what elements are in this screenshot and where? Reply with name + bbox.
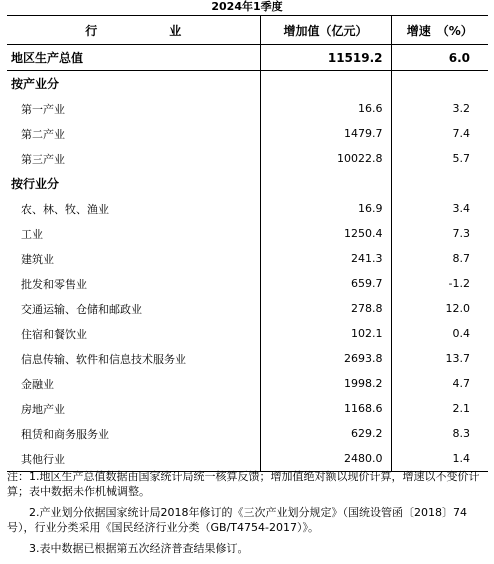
row-value: 1998.2 [260, 371, 391, 396]
table-row [7, 196, 488, 221]
row-value: 2693.8 [260, 346, 391, 371]
row-name: 信息传输、软件和信息技术服务业 [21, 352, 186, 366]
row-name: 住宿和餐饮业 [21, 327, 87, 341]
footnotes [7, 469, 485, 562]
gdp-table [7, 15, 488, 472]
table-row [7, 346, 488, 371]
row-value: 11519.2 [260, 45, 391, 71]
row-value: 10022.8 [260, 146, 391, 171]
row-growth: 6.0 [391, 45, 488, 71]
row-name: 租赁和商务服务业 [21, 427, 109, 441]
header-industry: 行 业 [7, 16, 260, 45]
row-growth: 7.4 [452, 127, 470, 140]
section-row-industry [7, 171, 488, 196]
table-row [7, 271, 488, 296]
header-value: 增加值（亿元） [260, 16, 391, 45]
row-value: 241.3 [260, 246, 391, 271]
row-growth: 8.7 [452, 252, 470, 265]
row-name: 其他行业 [7, 446, 260, 472]
header-growth: 增速 （%） [391, 16, 488, 45]
section-title: 按产业分 [11, 77, 60, 91]
row-name: 第二产业 [21, 127, 65, 141]
row-growth: 7.3 [452, 227, 470, 240]
row-growth: 3.2 [452, 102, 470, 115]
table-body [7, 45, 488, 472]
row-name: 金融业 [21, 377, 54, 391]
table-row [7, 146, 488, 171]
row-name: 农、林、牧、渔业 [21, 202, 109, 216]
row-growth: 5.7 [452, 152, 470, 165]
section-row-sector [7, 71, 488, 97]
row-growth: 4.7 [452, 377, 470, 390]
row-value: 659.7 [260, 271, 391, 296]
footnote-3: 3.表中数据已根据第五次经济普查结果修订。 [29, 542, 249, 555]
row-value: 629.2 [260, 421, 391, 446]
table-row [7, 396, 488, 421]
row-name: 交通运输、仓储和邮政业 [21, 302, 142, 316]
row-value: 16.9 [260, 196, 391, 221]
table-row [7, 321, 488, 346]
row-growth: 0.4 [452, 327, 470, 340]
footnote-1: 注：1.地区生产总值数据由国家统计局统一核算反馈；增加值绝对额以现价计算，增速以不变价计算；表中数据未作机械调整。 [7, 470, 480, 498]
row-growth: 2.1 [452, 402, 470, 415]
table-row [7, 371, 488, 396]
table-row [7, 296, 488, 321]
row-value: 1250.4 [260, 221, 391, 246]
table-row [7, 221, 488, 246]
row-value: 16.6 [260, 96, 391, 121]
row-value: 102.1 [260, 321, 391, 346]
row-name: 第一产业 [21, 102, 65, 116]
period-title: 2024年1季度 [211, 0, 283, 13]
table-row [7, 421, 488, 446]
row-name: 第三产业 [21, 152, 65, 166]
table-row [7, 246, 488, 271]
row-growth: 13.7 [445, 352, 470, 365]
row-name: 工业 [21, 227, 43, 241]
section-title: 按行业分 [11, 177, 60, 191]
footnote-2: 2.产业划分依据国家统计局2018年修订的《三次产业划分规定》（国统设管函〔2018〕74号），行业分类采用《国民经济行业分类（GB/T4754-2017）》。 [7, 506, 467, 534]
total-row [7, 45, 488, 71]
row-growth: 12.0 [445, 302, 470, 315]
row-value: 2480.0 [260, 446, 391, 472]
table-row [7, 446, 488, 472]
row-growth: 8.3 [452, 427, 470, 440]
row-value: 1479.7 [260, 121, 391, 146]
row-value: 1168.6 [260, 396, 391, 421]
row-name: 地区生产总值 [7, 45, 260, 71]
row-growth: -1.2 [448, 277, 470, 290]
row-value: 278.8 [260, 296, 391, 321]
row-growth: 3.4 [452, 202, 470, 215]
row-name: 建筑业 [21, 252, 54, 266]
row-growth: 1.4 [391, 446, 488, 472]
row-name: 批发和零售业 [21, 277, 87, 291]
table-row [7, 121, 488, 146]
table-header [7, 16, 488, 45]
row-name: 房地产业 [21, 402, 65, 416]
table-row [7, 96, 488, 121]
